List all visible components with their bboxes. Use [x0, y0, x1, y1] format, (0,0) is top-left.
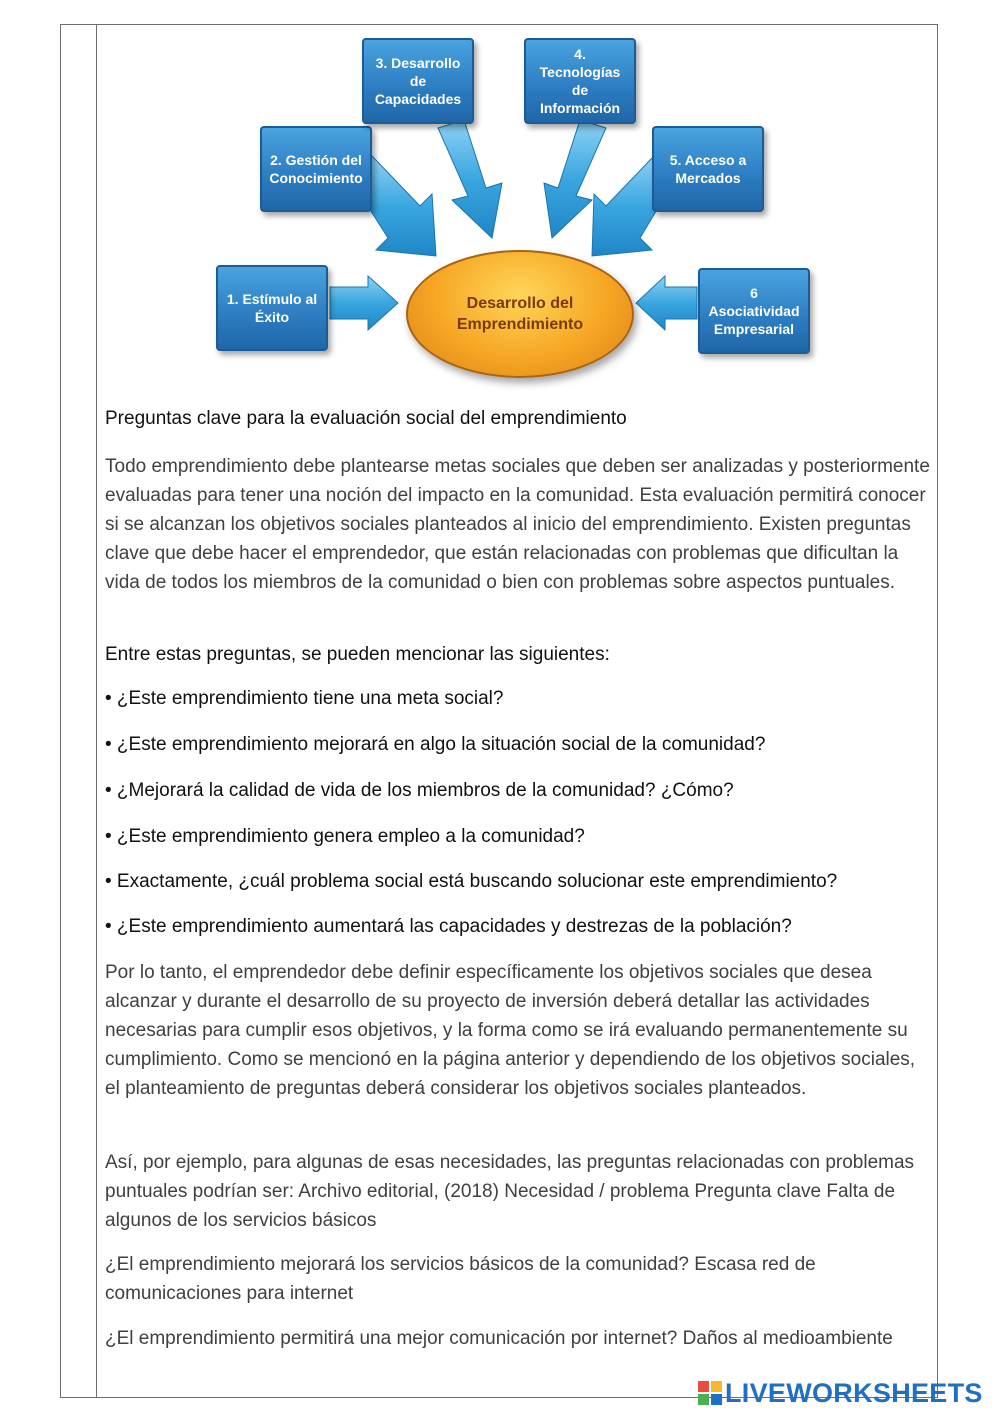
question-item: • Exactamente, ¿cuál problema social está buscando solucionar este emprendimiento?: [105, 871, 838, 892]
arrow-6: [636, 276, 697, 330]
diagram-box-asociatividad: 6 Asociatividad Empresarial: [698, 268, 810, 354]
paragraph-example: Así, por ejemplo, para algunas de esas necesidades, las preguntas relacionadas con problemas puntuales podrían ser: Archivo editorial, (2018) Necesidad / problema Pregunta clave Falta de algunos de los servicios básicos: [105, 1152, 915, 1231]
paragraph-intro: Todo emprendimiento debe plantearse metas sociales que deben ser analizadas y posteriormente evaluadas para tener una noción del impacto en la comunidad. Esta evaluación permitirá conocer si se alcanzan los objetivos sociales planteados al inicio del emprendimiento. Existen preguntas clave que debe hacer el emprendedor, que están relacionadas con problemas que dificultan la vida de todos los miembros de la comunidad o bien con problemas sobre aspectos puntuales.: [105, 456, 930, 593]
diagram-box-gestion: 2. Gestión del Conocimiento: [260, 126, 372, 212]
diagram-center: Desarrollo del Emprendimiento: [406, 250, 634, 378]
paragraph-question-services: ¿El emprendimiento mejorará los servicios básicos de la comunidad? Escasa red de comunicaciones para internet: [105, 1254, 816, 1304]
brand-text: LIVEWORKSHEETS: [725, 1377, 983, 1408]
liveworksheets-logo-icon: [698, 1381, 722, 1405]
question-item: • ¿Este emprendimiento tiene una meta social?: [105, 688, 504, 709]
question-item: • ¿Este emprendimiento aumentará las capacidades y destrezas de la población?: [105, 916, 792, 937]
question-item: • ¿Este emprendimiento mejorará en algo la situación social de la comunidad?: [105, 734, 766, 755]
diagram-box-estimulo: 1. Estímulo al Éxito: [216, 265, 328, 351]
section-heading: Preguntas clave para la evaluación social del emprendimiento: [105, 408, 627, 429]
diagram-box-desarrollo: 3. Desarrollo de Capacidades: [362, 38, 474, 124]
paragraph-question-internet: ¿El emprendimiento permitirá una mejor comunicación por internet? Daños al medioambiente: [105, 1328, 893, 1349]
arrow-3: [438, 120, 502, 238]
liveworksheets-brand: [698, 1376, 983, 1410]
margin-line: [96, 24, 97, 1398]
diagram-box-acceso: 5. Acceso a Mercados: [652, 126, 764, 212]
question-item: • ¿Este emprendimiento genera empleo a la comunidad?: [105, 826, 585, 847]
arrow-1: [330, 276, 398, 330]
diagram-box-tecnologias: 4. Tecnologías de Información: [524, 38, 636, 124]
questions-intro: Entre estas preguntas, se pueden mencionar las siguientes:: [105, 644, 610, 665]
paragraph-conclusion: Por lo tanto, el emprendedor debe definir específicamente los objetivos sociales que desea alcanzar y durante el desarrollo de su proyecto de inversión deberá detallar las actividades necesarias para cumplir esos objetivos, y la forma como se irá evaluando permanentemente su cumplimiento. Como se mencionó en la página anterior y dependiendo de los objetivos sociales, el planteamiento de preguntas deberá considerar los objetivos sociales planteados.: [105, 962, 916, 1099]
question-item: • ¿Mejorará la calidad de vida de los miembros de la comunidad? ¿Cómo?: [105, 780, 734, 801]
entrepreneurship-diagram: [200, 28, 840, 388]
